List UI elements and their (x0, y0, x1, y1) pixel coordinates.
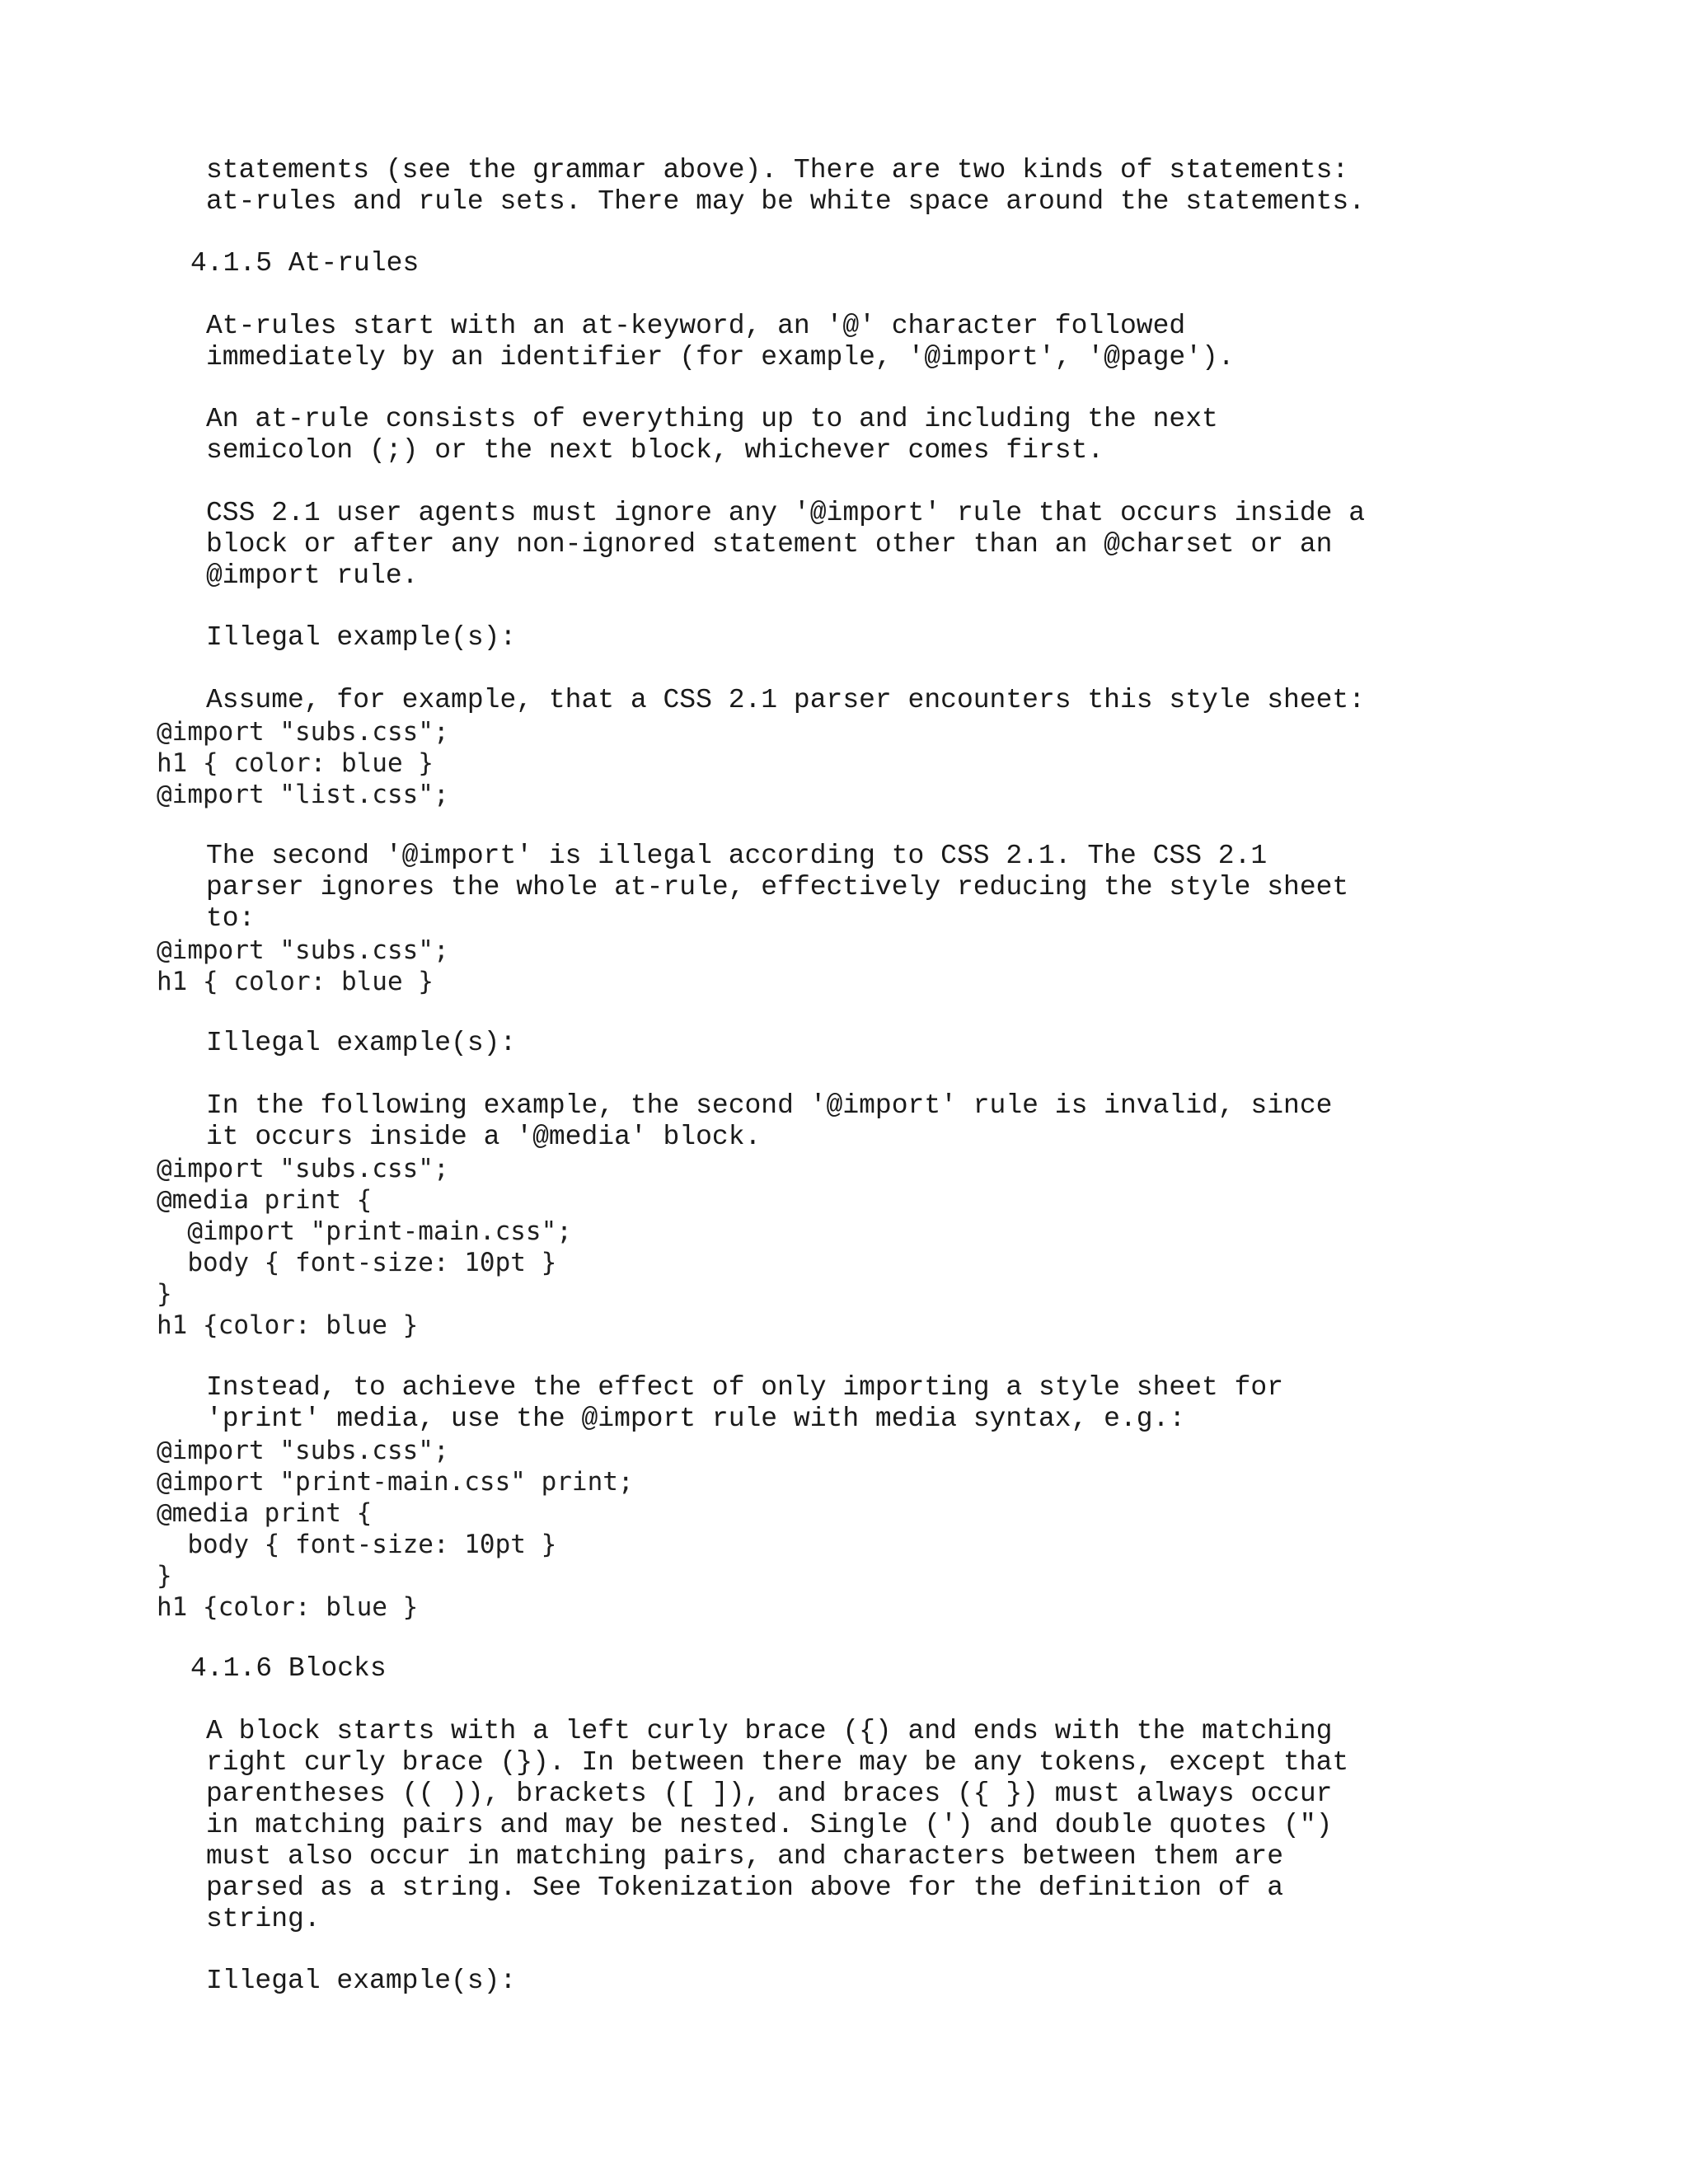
example-intro: it occurs inside a '@media' block. (206, 1122, 762, 1152)
code-line: h1 { color: blue } (157, 967, 434, 996)
example-intro: Assume, for example, that a CSS 2.1 parser encounters this style sheet: (206, 685, 1366, 715)
code-line: @import "subs.css"; (157, 717, 449, 747)
section-heading-at-rules: 4.1.5 At-rules (190, 248, 420, 279)
example-label: Illegal example(s): (206, 1028, 517, 1058)
paragraph-line: immediately by an identifier (for example, '@import', '@page'). (206, 342, 1235, 373)
paragraph-line: in matching pairs and may be nested. Single (') and double quotes (") (206, 1810, 1333, 1840)
code-line: @import "subs.css"; (157, 1436, 449, 1465)
code-line: body { font-size: 10pt } (157, 1530, 557, 1559)
section-heading-blocks: 4.1.6 Blocks (190, 1653, 387, 1684)
paragraph-line: right curly brace (}). In between there may be any tokens, except that (206, 1747, 1349, 1778)
intro-line: statements (see the grammar above). There are two kinds of statements: (206, 155, 1349, 185)
code-line: @import "print-main.css"; (157, 1216, 572, 1246)
code-line: } (157, 1561, 172, 1591)
paragraph-line: The second '@import' is illegal according to CSS 2.1. The CSS 2.1 (206, 841, 1268, 871)
code-line: } (157, 1279, 172, 1309)
code-line: @import "subs.css"; (157, 935, 449, 965)
paragraph-line: must also occur in matching pairs, and characters between them are (206, 1841, 1284, 1872)
paragraph-line: parser ignores the whole at-rule, effectively reducing the style sheet (206, 872, 1349, 902)
paragraph-line: parsed as a string. See Tokenization above for the definition of a (206, 1872, 1284, 1903)
code-line: @media print { (157, 1185, 373, 1215)
paragraph-line: 'print' media, use the @import rule with media syntax, e.g.: (206, 1404, 1186, 1434)
paragraph-line: A block starts with a left curly brace ({) and ends with the matching (206, 1716, 1333, 1746)
paragraph-line: string. (206, 1904, 321, 1934)
paragraph-line: semicolon (;) or the next block, whichever comes first. (206, 435, 1104, 466)
paragraph-line: CSS 2.1 user agents must ignore any '@import' rule that occurs inside a (206, 498, 1366, 528)
code-line: @import "list.css"; (157, 780, 449, 809)
intro-line: at-rules and rule sets. There may be white space around the statements. (206, 186, 1366, 217)
code-line: body { font-size: 10pt } (157, 1248, 557, 1277)
example-label: Illegal example(s): (206, 622, 517, 653)
paragraph-line: An at-rule consists of everything up to and including the next (206, 404, 1218, 434)
paragraph-line: parentheses (( )), brackets ([ ]), and braces ({ }) must always occur (206, 1779, 1333, 1809)
paragraph-line: At-rules start with an at-keyword, an '@' character followed (206, 311, 1186, 341)
paragraph-line: to: (206, 903, 256, 934)
paragraph-line: block or after any non-ignored statement other than an @charset or an (206, 529, 1333, 560)
paragraph-line: Instead, to achieve the effect of only importing a style sheet for (206, 1372, 1284, 1403)
code-line: h1 {color: blue } (157, 1310, 419, 1340)
example-label: Illegal example(s): (206, 1966, 517, 1996)
paragraph-line: @import rule. (206, 560, 419, 591)
code-line: h1 { color: blue } (157, 748, 434, 778)
code-line: @media print { (157, 1498, 373, 1528)
code-line: @import "subs.css"; (157, 1154, 449, 1183)
example-intro: In the following example, the second '@import' rule is invalid, since (206, 1090, 1333, 1121)
code-line: h1 {color: blue } (157, 1592, 419, 1622)
code-line: @import "print-main.css" print; (157, 1467, 634, 1497)
